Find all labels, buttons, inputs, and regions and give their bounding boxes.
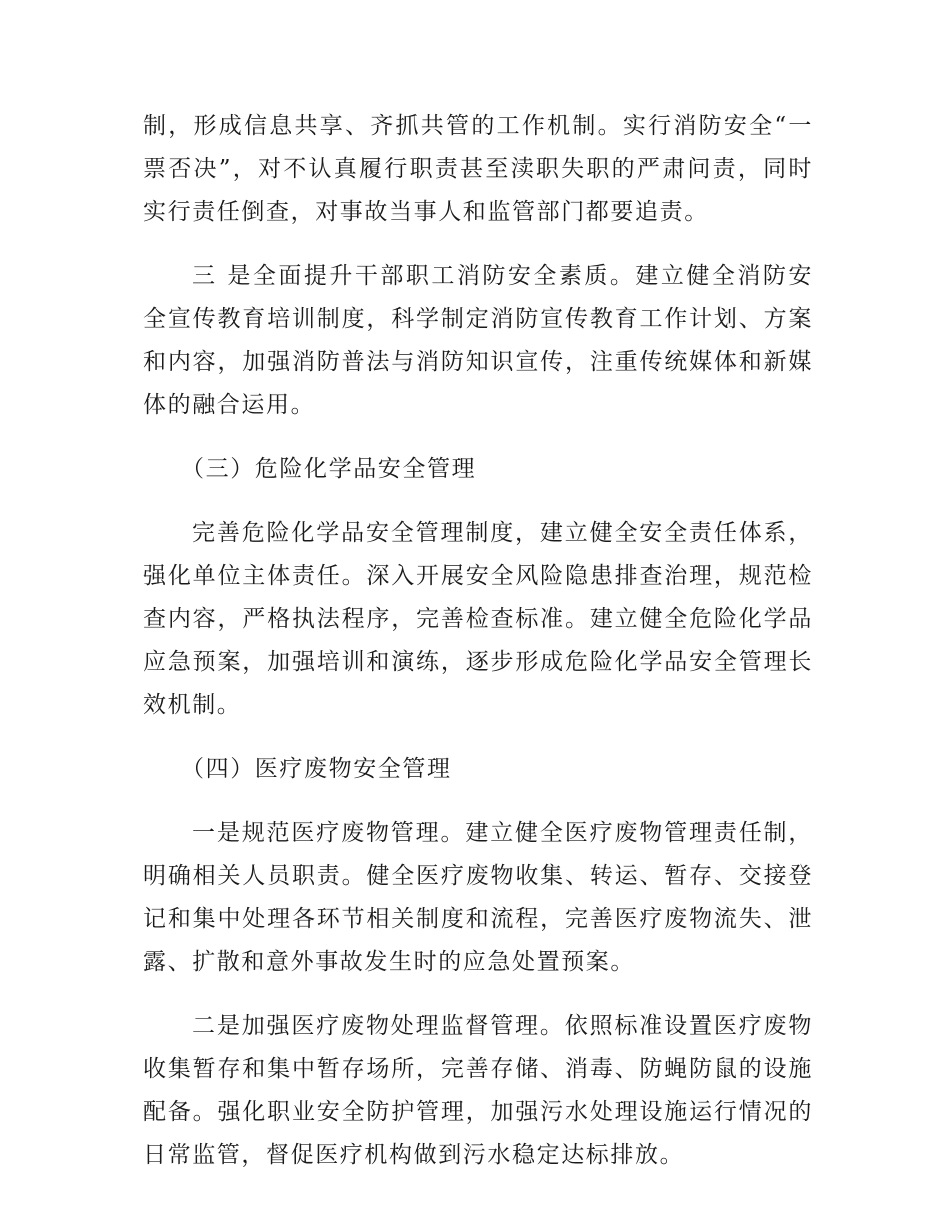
section-heading-hazardous-chemicals: （三）危险化学品安全管理 (181, 456, 477, 482)
paragraph-fire-safety-accountability: 制，形成信息共享、齐抓共管的工作机制。实行消防安全“一票否决”，对不认真履行职责甚至渎职失职的严肃问责，同时实行责任倒查，对事故当事人和监管部门都要追责。 (143, 113, 813, 225)
paragraph-medical-waste-supervision: 二是加强医疗废物处理监督管理。依照标准设置医疗废物收集暂存和集中暂存场所，完善存储、消毒、防蝇防鼠的设施配备。强化职业安全防护管理，加强污水处理设施运行情况的日常监管，督促医疗机构做到污水稳定达标排放。 (143, 1013, 813, 1168)
document-body (143, 105, 813, 1177)
paragraph-hazardous-chemicals: 完善危险化学品安全管理制度，建立健全安全责任体系，强化单位主体责任。深入开展安全风险隐患排查治理，规范检查内容，严格执法程序，完善检查标准。建立健全危险化学品应急预案，加强培训和演练，逐步形成危险化学品安全管理长效机制。 (143, 520, 813, 718)
paragraph-medical-waste-management: 一是规范医疗废物管理。建立健全医疗废物管理责任制，明确相关人员职责。健全医疗废物收集、转运、暂存、交接登记和集中处理各环节相关制度和流程，完善医疗废物流失、泄露、扩散和意外事故发生时的应急处置预案。 (143, 820, 813, 975)
paragraph-fire-safety-education: 三 是全面提升干部职工消防安全素质。建立健全消防安全宣传教育培训制度，科学制定消防宣传教育工作计划、方案和内容，加强消防普法与消防知识宣传，注重传统媒体和新媒体的融合运用。 (143, 263, 813, 418)
section-heading-medical-waste: （四）医疗废物安全管理 (181, 756, 452, 782)
